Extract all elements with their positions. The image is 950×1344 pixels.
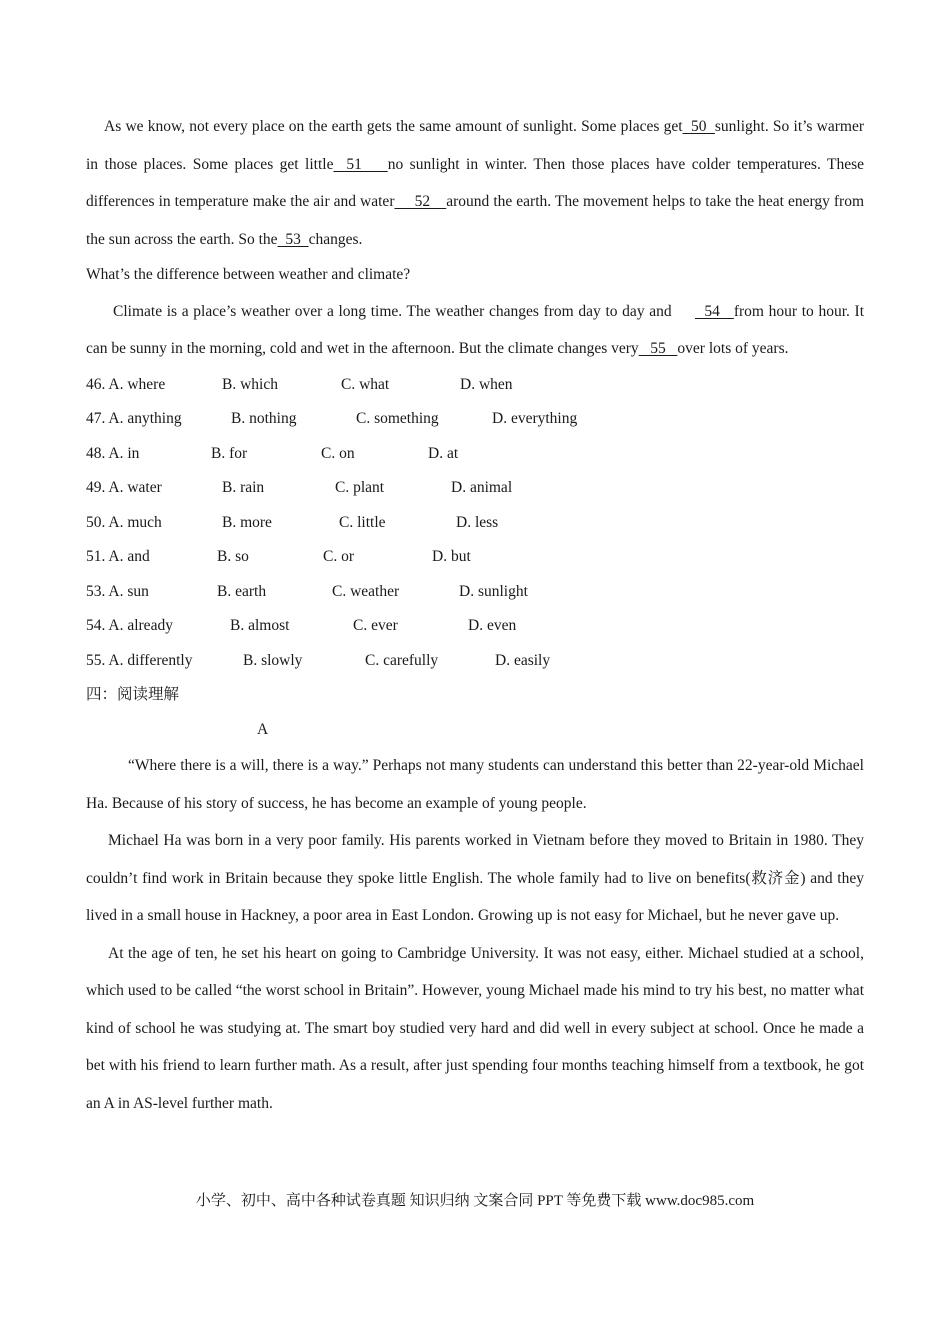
option-row [86,644,864,679]
option-b: B. which [222,375,278,393]
option-b: B. for [211,444,248,462]
option-d: D. less [456,513,499,531]
text-segment: changes. [308,230,363,248]
option-d: D. animal [451,479,513,496]
page-footer: 小学、初中、高中各种试卷真题 知识归纳 文案合同 PPT 等免费下载 www.doc985.com [195,1193,755,1209]
option-a: 49. A. water [86,479,162,496]
option-a: 47. A. anything [86,410,182,427]
option-b: B. so [217,548,249,565]
passage-letter: A [257,720,269,738]
text-segment: around the earth. The movement helps to take the heat energy from the sun across the earth. So the [86,193,864,248]
option-b: B. rain [222,479,265,496]
option-row [86,506,864,541]
option-row [86,540,864,575]
reading-paragraph-3: At the age of ten, he set his heart on going to Cambridge University. It was not easy, either. Michael studied at a school, which used to be called “the worst school in Britain”. However, young Michael made his mind to try his best, no matter what kind of school he was studying at. The smart boy studied very hard and did well in every subject at school. Once he made a bet with his friend to learn further math. As a result, after just spending four months teaching himself from a textbook, he got an A in AS-level further math. [86,944,864,1112]
option-d: D. when [460,375,513,393]
option-d: D. even [468,617,517,634]
option-c: C. or [323,548,354,565]
text-segment: sunlight. So it’s warmer in those places. Some places get little [86,118,865,173]
text-segment: no sunlight in winter. Then those places have colder temperatures. These differences in temperature make the air and water [86,155,864,210]
option-c: C. little [339,513,386,531]
option-b: B. nothing [231,410,297,427]
option-a: 50. A. much [86,513,162,531]
option-a: 55. A. differently [86,651,193,669]
option-b: B. slowly [243,651,303,669]
cloze-paragraph-1 [86,108,864,258]
option-a: 46. A. where [86,375,166,393]
document-page [86,108,864,1122]
option-row [86,471,864,506]
option-b: B. almost [230,617,290,634]
option-c: C. carefully [365,651,439,669]
options-list [86,368,864,679]
reading-paragraph-2: Michael Ha was born in a very poor family. His parents worked in Vietnam before they moved to Britain in 1980. They couldn’t find work in Britain because they spoke little English. The whole family had to live on benefits(救济金) and they lived in a small house in Hackney, a poor area in East London. Growing up is not easy for Michael, but he never gave up. [86,832,864,924]
option-a: 51. A. and [86,548,150,565]
option-c: C. plant [335,479,385,496]
question-line: What’s the difference between weather and climate? [86,266,411,283]
option-d: D. but [432,548,471,565]
reading-paragraph-1: “Where there is a will, there is a way.” Perhaps not many students can understand this better than 22-year-old Michael Ha. Because of his story of success, he has become an example of young people. [86,757,864,812]
option-d: D. sunlight [459,582,528,600]
option-c: C. weather [332,582,400,600]
blank-54: 54 [694,302,734,320]
option-row [86,368,864,403]
option-d: D. easily [495,651,551,669]
option-b: B. earth [217,582,267,600]
cloze-paragraph-2 [86,293,864,368]
section-heading: 四：阅读理解 [86,686,180,703]
text-segment: Climate is a place’s weather over a long time. The weather changes from day to day and [113,302,672,320]
option-a: 54. A. already [86,617,173,634]
option-row [86,437,864,472]
text-segment: from hour to hour. It can be sunny in the morning, cold and wet in the afternoon. But the climate changes very [86,302,865,357]
option-row [86,575,864,610]
option-c: C. something [356,410,439,427]
option-d: D. everything [492,410,578,427]
option-c: C. what [341,375,390,393]
option-c: C. on [321,444,355,462]
option-b: B. more [222,513,272,531]
option-row [86,609,864,644]
option-a: 48. A. in [86,444,140,462]
option-a: 53. A. sun [86,582,149,600]
text-segment: As we know, not every place on the earth gets the same amount of sunlight. Some places get [104,118,683,135]
option-d: D. at [428,444,459,462]
blank-55: 55 [638,340,678,357]
text-segment: over lots of years. [677,340,789,357]
blank-51: 51 [333,155,388,173]
blank-53: 53 [277,230,309,248]
option-row [86,402,864,437]
blank-50: 50 [682,118,715,135]
blank-52: 52 [394,193,447,210]
option-c: C. ever [353,617,398,634]
